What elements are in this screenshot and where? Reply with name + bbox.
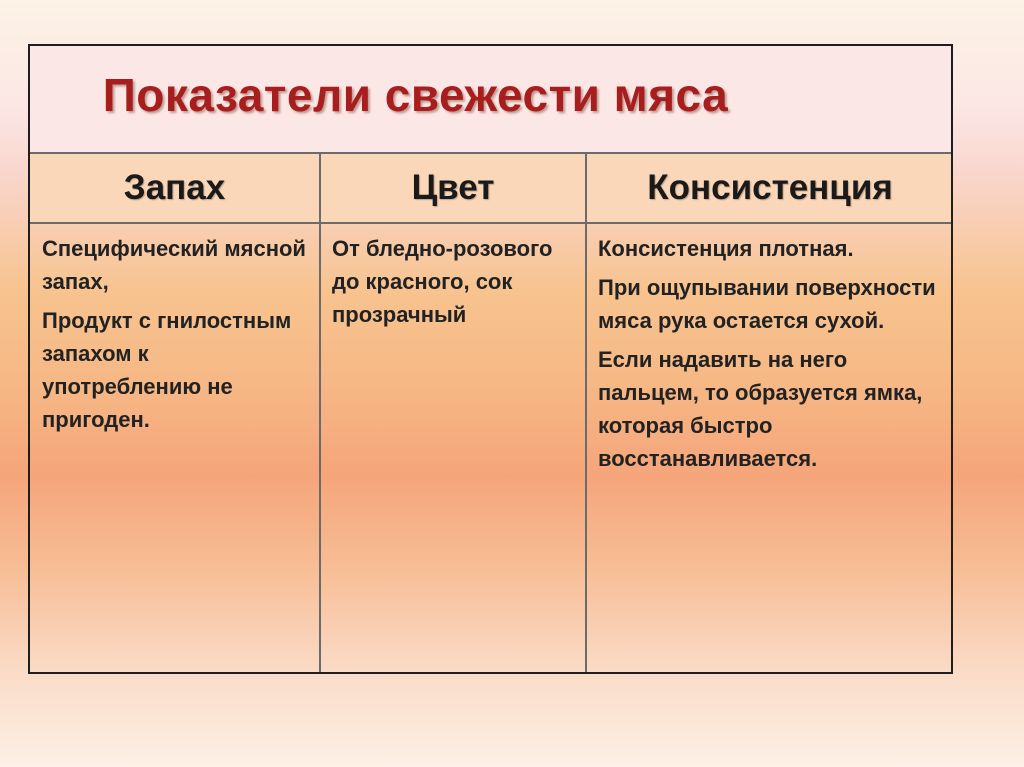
smell-text-2: Продукт с гнилостным запахом к употреблению не пригоден. [42, 308, 292, 432]
body-row [30, 224, 951, 672]
header-row [30, 154, 951, 224]
title-row [30, 46, 951, 154]
color-text-1: От бледно-розового до красного, сок прозрачный [332, 236, 553, 327]
header-color: Цвет [411, 168, 495, 207]
slide-title: Показатели свежести мяса [102, 69, 729, 121]
header-smell: Запах [123, 168, 226, 207]
consistency-text-2: При ощупывании поверхности мяса рука остается сухой. [598, 275, 936, 333]
column-divider [319, 154, 321, 672]
freshness-table [28, 44, 953, 674]
cell-color [332, 224, 582, 672]
column-divider [585, 154, 587, 672]
header-consistency: Консистенция [647, 168, 893, 207]
consistency-text-3: Если надавить на него пальцем, то образуется ямка, которая быстро восстанавливается. [598, 347, 923, 471]
consistency-text-1: Консистенция плотная. [598, 236, 854, 261]
smell-text-1: Специфический мясной запах, [42, 236, 306, 294]
cell-smell [42, 224, 312, 672]
cell-consistency [598, 224, 948, 672]
